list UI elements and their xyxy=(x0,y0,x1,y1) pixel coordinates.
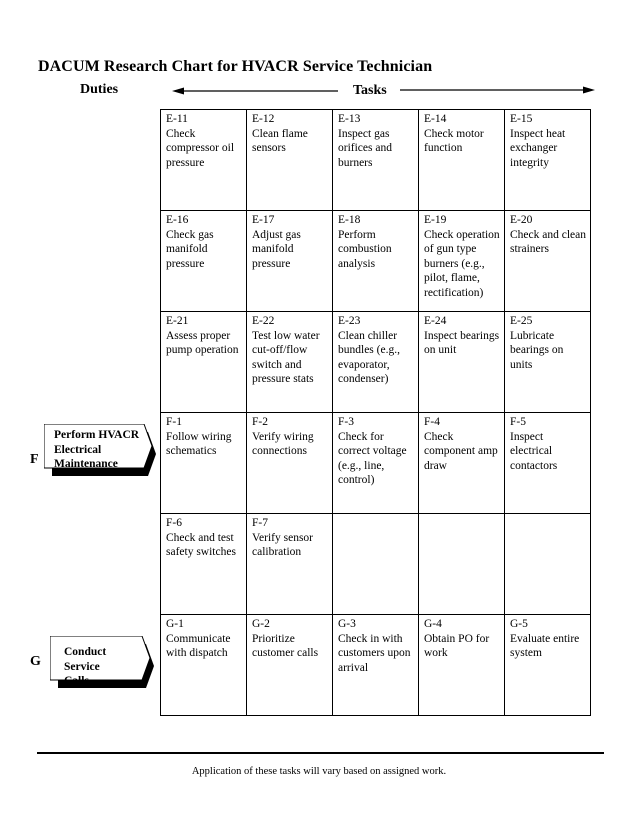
task-code: E-11 xyxy=(166,113,188,125)
task-code: E-18 xyxy=(338,214,361,226)
task-code: F-7 xyxy=(252,517,268,529)
task-code: F-6 xyxy=(166,517,182,529)
task-cell xyxy=(161,211,247,312)
task-cell xyxy=(247,514,333,615)
duty-g-label: Conduct Service Calls xyxy=(64,646,107,687)
task-code: E-24 xyxy=(424,315,447,327)
task-cell xyxy=(247,615,333,716)
task-cell xyxy=(505,514,591,615)
task-text: Check component amp draw xyxy=(424,430,498,472)
task-text: Inspect heat exchanger integrity xyxy=(510,127,566,169)
footer-rule xyxy=(37,752,604,754)
task-text: Inspect gas orifices and burners xyxy=(338,127,392,169)
task-text: Verify sensor calibration xyxy=(252,531,313,559)
task-text: Follow wiring schematics xyxy=(166,430,232,458)
task-text: Check compressor oil pressure xyxy=(166,127,235,169)
task-code: G-2 xyxy=(252,618,270,630)
task-code: G-1 xyxy=(166,618,184,630)
duty-f-box xyxy=(44,426,148,492)
task-cell xyxy=(419,615,505,716)
task-cell xyxy=(247,312,333,413)
footer-note: Application of these tasks will vary based on assigned work. xyxy=(191,766,447,777)
task-cell xyxy=(161,413,247,514)
task-row xyxy=(161,615,591,716)
task-code: E-15 xyxy=(510,113,533,125)
task-cell xyxy=(161,615,247,716)
task-text: Check and clean strainers xyxy=(510,228,586,256)
task-text: Prioritize customer calls xyxy=(252,632,319,660)
duties-header: Duties xyxy=(80,82,119,97)
task-code: G-5 xyxy=(510,618,528,630)
task-cell xyxy=(419,514,505,615)
task-code: E-23 xyxy=(338,315,361,327)
task-text: Check for correct voltage (e.g., line, control) xyxy=(338,430,407,487)
task-code: E-21 xyxy=(166,315,189,327)
task-code: E-13 xyxy=(338,113,361,125)
task-text: Clean chiller bundles (e.g., evaporator, condenser) xyxy=(338,329,400,386)
task-text: Evaluate entire system xyxy=(510,632,580,660)
task-cell xyxy=(161,514,247,615)
task-text: Adjust gas manifold pressure xyxy=(252,228,301,270)
task-code: E-25 xyxy=(510,315,533,327)
task-cell xyxy=(333,615,419,716)
task-grid xyxy=(160,109,591,716)
task-row xyxy=(161,110,591,211)
task-code: F-5 xyxy=(510,416,526,428)
task-cell xyxy=(505,615,591,716)
task-cell xyxy=(247,110,333,211)
duty-f-letter: F xyxy=(30,452,39,467)
task-code: E-19 xyxy=(424,214,447,226)
task-text: Verify wiring connections xyxy=(252,430,314,458)
task-code: E-12 xyxy=(252,113,275,125)
task-cell xyxy=(333,211,419,312)
task-code: E-16 xyxy=(166,214,189,226)
task-cell xyxy=(161,110,247,211)
task-cell xyxy=(419,110,505,211)
task-code: F-2 xyxy=(252,416,268,428)
duty-g-box xyxy=(54,645,114,695)
duty-f-label: Perform HVACR Electrical Maintenance xyxy=(54,429,140,470)
task-text: Communicate with dispatch xyxy=(166,632,231,660)
task-text: Check in with customers upon arrival xyxy=(338,632,411,674)
tasks-header: Tasks xyxy=(353,83,387,98)
task-code: E-14 xyxy=(424,113,447,125)
task-row xyxy=(161,312,591,413)
task-code: E-22 xyxy=(252,315,275,327)
task-cell xyxy=(247,413,333,514)
task-cell xyxy=(161,312,247,413)
task-cell xyxy=(333,312,419,413)
task-cell xyxy=(505,312,591,413)
task-text: Check gas manifold pressure xyxy=(166,228,214,270)
task-code: E-20 xyxy=(510,214,533,226)
task-text: Check motor function xyxy=(424,127,484,155)
task-text: Perform combustion analysis xyxy=(338,228,392,270)
task-cell xyxy=(333,413,419,514)
task-code: G-3 xyxy=(338,618,356,630)
task-code: G-4 xyxy=(424,618,442,630)
task-cell xyxy=(419,413,505,514)
task-text: Check operation of gun type burners (e.g., pilot, flame, rectification) xyxy=(424,228,500,299)
task-code: E-17 xyxy=(252,214,275,226)
task-cell xyxy=(333,514,419,615)
task-text: Assess proper pump operation xyxy=(166,329,239,357)
task-code: F-1 xyxy=(166,416,182,428)
task-cell xyxy=(247,211,333,312)
task-text: Lubricate bearings on units xyxy=(510,329,564,371)
task-text: Inspect electrical contactors xyxy=(510,430,558,472)
task-cell xyxy=(505,413,591,514)
task-text: Check and test safety switches xyxy=(166,531,236,559)
task-code: F-4 xyxy=(424,416,440,428)
task-cell xyxy=(505,110,591,211)
tasks-arrow xyxy=(0,0,638,120)
task-code: F-3 xyxy=(338,416,354,428)
task-text: Test low water cut-off/flow switch and pressure stats xyxy=(252,329,320,386)
task-text: Obtain PO for work xyxy=(424,632,490,660)
task-cell xyxy=(505,211,591,312)
task-text: Inspect bearings on unit xyxy=(424,329,500,357)
task-row xyxy=(161,514,591,615)
task-row xyxy=(161,413,591,514)
task-text: Clean flame sensors xyxy=(252,127,308,155)
duty-g-letter: G xyxy=(30,654,41,669)
task-cell xyxy=(333,110,419,211)
task-cell xyxy=(419,312,505,413)
chart-title: DACUM Research Chart for HVACR Service Technician xyxy=(38,58,433,75)
task-cell xyxy=(419,211,505,312)
task-row xyxy=(161,211,591,312)
